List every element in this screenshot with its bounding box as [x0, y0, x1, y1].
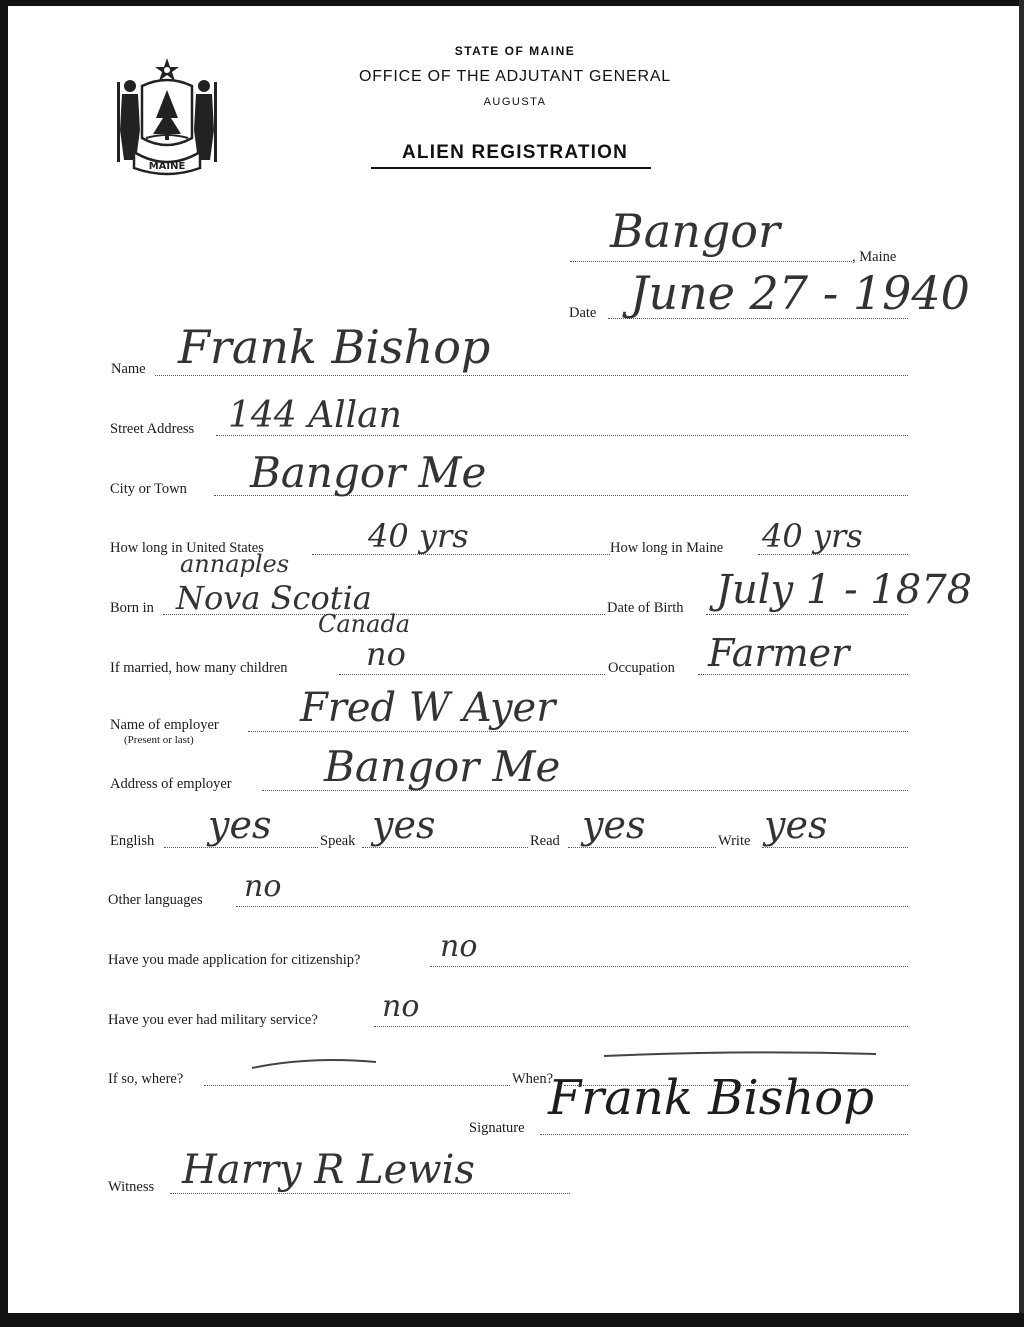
employer-name-entry: Fred W Ayer — [300, 685, 556, 731]
occupation-entry: Farmer — [708, 631, 850, 675]
witness-entry: Harry R Lewis — [182, 1147, 475, 1193]
city-entry: Bangor Me — [250, 448, 487, 497]
name-label: Name — [111, 361, 146, 377]
other-languages-label: Other languages — [108, 892, 203, 908]
long-maine-entry: 40 yrs — [762, 517, 863, 555]
place-entry: Bangor — [610, 204, 780, 258]
long-us-label: How long in United States — [110, 540, 264, 556]
scan-border-right — [1019, 0, 1024, 1327]
name-line — [155, 375, 908, 376]
where-line — [204, 1085, 510, 1086]
signature-label: Signature — [469, 1120, 525, 1136]
street-entry: 144 Allan — [228, 395, 402, 436]
children-line — [339, 674, 605, 675]
citizenship-label: Have you made application for citizenship? — [108, 952, 361, 968]
military-line — [374, 1026, 908, 1027]
long-maine-label: How long in Maine — [610, 540, 724, 556]
state-seal-icon — [112, 52, 222, 178]
seal-motto: MAINE — [148, 161, 186, 172]
dob-label: Date of Birth — [607, 600, 684, 616]
date-label: Date — [569, 305, 597, 321]
signature-line — [540, 1134, 908, 1135]
english-entry: yes — [208, 803, 272, 847]
employer-address-entry: Bangor Me — [324, 742, 561, 791]
header-state: STATE OF MAINE — [454, 44, 576, 58]
dob-line — [706, 614, 908, 615]
children-label: If married, how many children — [110, 660, 288, 676]
write-entry: yes — [764, 803, 828, 847]
write-label: Write — [718, 833, 751, 849]
born-country-entry: Canada — [318, 610, 411, 638]
street-label: Street Address — [110, 421, 195, 437]
citizenship-line — [430, 966, 908, 967]
header-city: AUGUSTA — [483, 96, 547, 108]
title-underline — [371, 167, 651, 169]
speak-entry: yes — [372, 803, 436, 847]
english-label: English — [110, 833, 155, 849]
born-town-entry: annaples — [180, 550, 290, 578]
employer-address-label: Address of employer — [110, 776, 232, 792]
long-us-entry: 40 yrs — [368, 517, 469, 555]
signature-entry: Frank Bishop — [548, 1070, 874, 1126]
employer-name-line — [248, 731, 908, 732]
city-label: City or Town — [110, 481, 187, 497]
date-entry: June 27 - 1940 — [630, 266, 970, 320]
where-dash-mark — [250, 1052, 380, 1074]
witness-line — [170, 1193, 570, 1194]
born-label: Born in — [110, 600, 154, 616]
write-line — [762, 847, 908, 848]
employer-note-label: (Present or last) — [124, 734, 194, 746]
military-entry: no — [382, 989, 420, 1024]
english-line — [164, 847, 318, 848]
other-languages-entry: no — [244, 869, 282, 904]
speak-label: Speak — [320, 833, 356, 849]
occupation-label: Occupation — [608, 660, 675, 676]
employer-name-label: Name of employer — [110, 717, 219, 733]
children-entry: no — [366, 635, 406, 673]
scan-border-top — [0, 0, 1024, 6]
scan-border-left — [0, 0, 8, 1327]
where-label: If so, where? — [108, 1071, 184, 1087]
when-label: When? — [512, 1071, 554, 1087]
read-entry: yes — [582, 803, 646, 847]
witness-label: Witness — [108, 1179, 155, 1195]
speak-line — [362, 847, 528, 848]
when-dash-mark — [600, 1046, 880, 1062]
read-label: Read — [530, 833, 560, 849]
born-province-entry: Nova Scotia — [176, 579, 372, 617]
dob-entry: July 1 - 1878 — [716, 567, 973, 613]
read-line — [568, 847, 716, 848]
place-line — [570, 261, 852, 262]
name-entry: Frank Bishop — [178, 320, 491, 374]
other-languages-line — [236, 906, 908, 907]
maine-label: , Maine — [852, 249, 897, 265]
header-office: OFFICE OF THE ADJUTANT GENERAL — [358, 68, 672, 85]
military-label: Have you ever had military service? — [108, 1012, 318, 1028]
scan-border-bottom — [0, 1313, 1024, 1327]
citizenship-entry: no — [440, 929, 478, 964]
form-title: ALIEN REGISTRATION — [401, 142, 629, 163]
